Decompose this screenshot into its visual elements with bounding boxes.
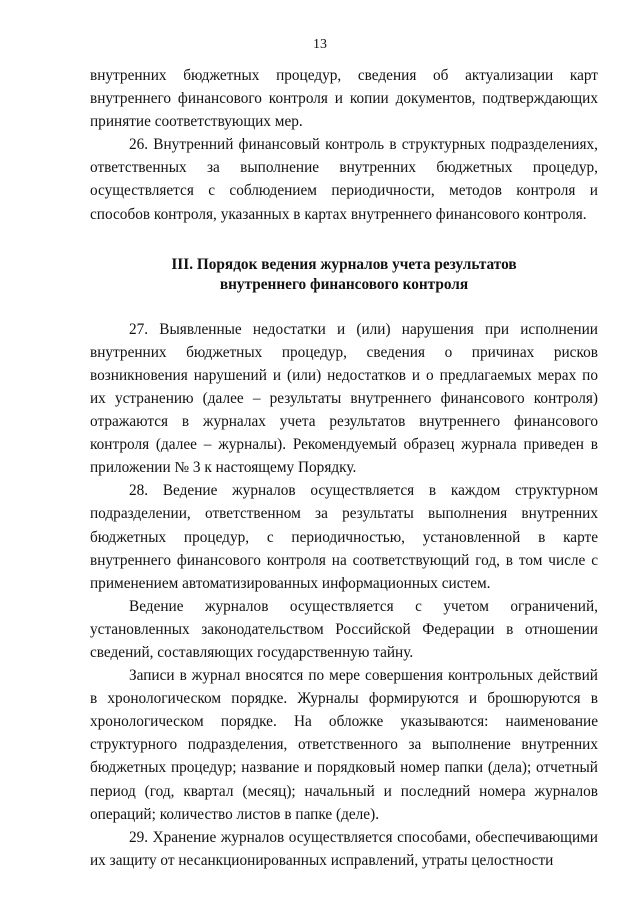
paragraph-29: 29. Хранение журналов осуществляется способами, обеспечивающими их защиту от несанкционированных исправлений, утраты целостности bbox=[90, 828, 598, 869]
section-heading-line-1: III. Порядок ведения журналов учета результатов bbox=[171, 255, 517, 273]
section-heading-line-2: внутреннего финансового контроля bbox=[219, 275, 469, 293]
paragraph-27: 27. Выявленные недостатки и (или) нарушения при исполнении внутренних бюджетных процедур, сведения о причинах рисков возникновения нарушений и (или) недостатков и о предлагаемых мерах по их устранению (далее – результаты внутреннего финансового контроля) отражаются в журналах учета результатов внутреннего финансового контроля (далее – журналы). Рекомендуемый образец журнала приведен в приложении № 3 к настоящему Порядку. bbox=[90, 320, 598, 477]
paragraph-26: 26. Внутренний финансовый контроль в структурных подразделениях, ответственных за выполнение внутренних бюджетных процедур, осуществляется с соблюдением периодичности, методов контроля и способов контроля, указанных в картах внутреннего финансового контроля. bbox=[90, 136, 598, 223]
paragraph-28: 28. Ведение журналов осуществляется в каждом структурном подразделении, ответственном за результаты выполнения внутренних бюджетных процедур, с периодичностью, установленной в карте внутреннего финансового контроля на соответствующий год, в том числе с применением автоматизированных информационных систем. bbox=[90, 482, 598, 592]
paragraph-continuation: внутренних бюджетных процедур, сведения об актуализации карт внутреннего финансового контроля и копии документов, подтверждающих принятие соответствующих мер. bbox=[90, 67, 598, 131]
page-number: 13 bbox=[313, 37, 327, 52]
document-body bbox=[90, 64, 598, 872]
paragraph-28-secrecy: Ведение журналов осуществляется с учетом ограничений, установленных законодательством Российской Федерации в отношении сведений, составляющих государственную тайну. bbox=[90, 597, 598, 661]
section-heading bbox=[90, 255, 598, 295]
paragraph-28-records: Записи в журнал вносятся по мере совершения контрольных действий в хронологическом порядке. Журналы формируются и брошюруются в хронологическом порядке. На обложке указываются: наименование структурного подразделения, ответственного за выполнение внутренних бюджетных процедур; название и порядковый номер папки (дела); отчетный период (год, квартал (месяц); начальный и последний номера журналов операций; количество листов в папке (деле). bbox=[90, 667, 598, 823]
